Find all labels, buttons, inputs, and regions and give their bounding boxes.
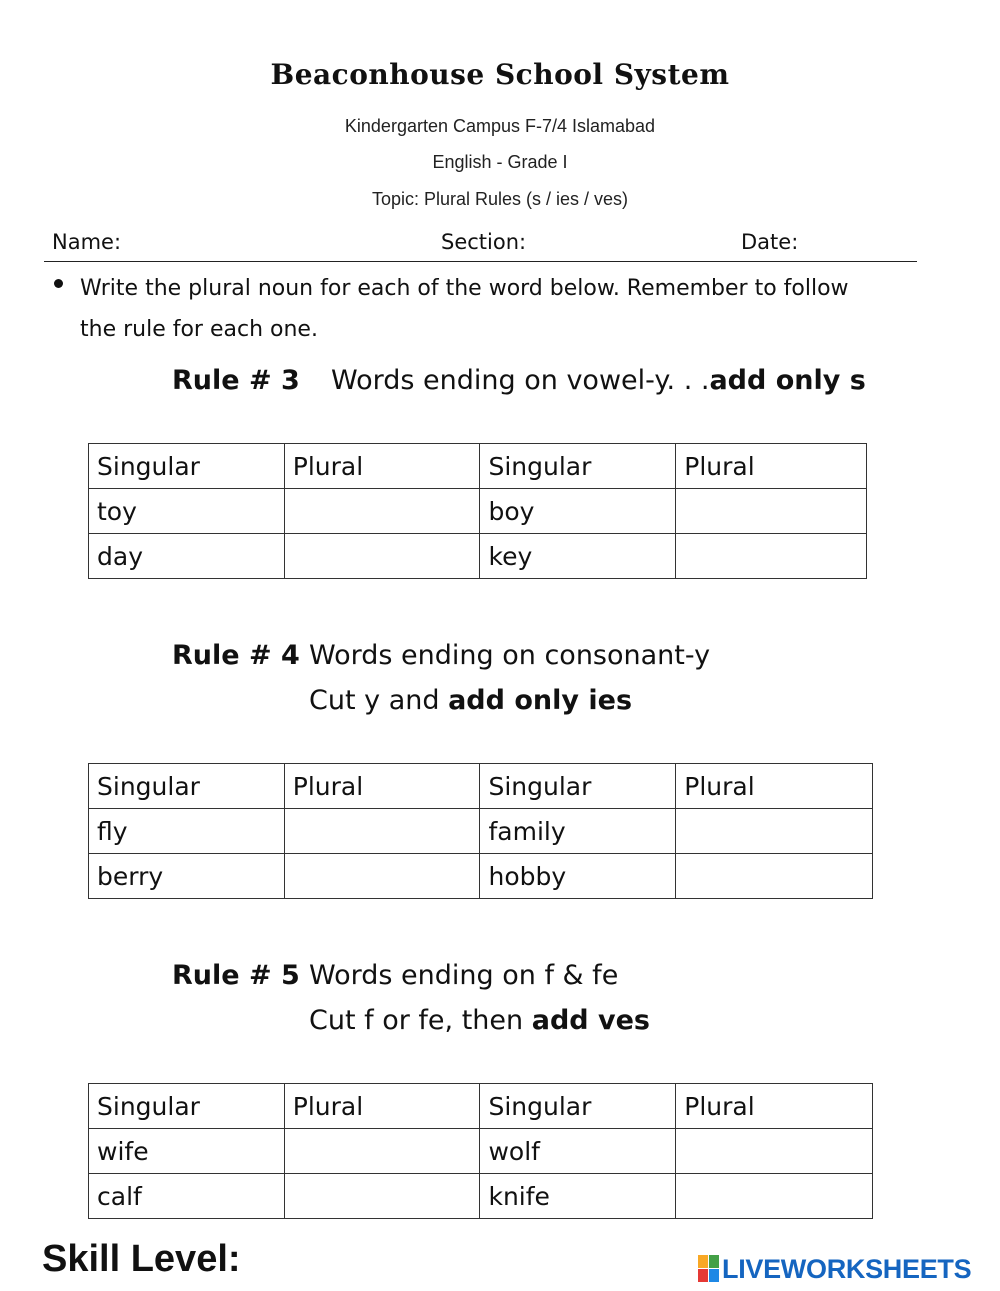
rule-3-number: Rule # 3 xyxy=(172,365,300,396)
singular-word: toy xyxy=(89,489,285,534)
header-divider xyxy=(44,261,917,262)
plural-answer-cell[interactable] xyxy=(284,809,480,854)
column-header: Singular xyxy=(89,764,285,809)
column-header: Plural xyxy=(676,1084,873,1129)
column-header: Singular xyxy=(480,444,676,489)
singular-word: calf xyxy=(89,1174,285,1219)
section-field-label: Section: xyxy=(441,230,527,254)
singular-word: berry xyxy=(89,854,285,899)
table-row xyxy=(89,854,873,899)
singular-word: key xyxy=(480,534,676,579)
singular-word: hobby xyxy=(480,854,676,899)
singular-word: knife xyxy=(480,1174,676,1219)
date-field-label: Date: xyxy=(741,230,799,254)
column-header: Singular xyxy=(89,444,285,489)
instruction-line-1: Write the plural noun for each of the word below. Remember to follow xyxy=(80,276,849,301)
rule-3-text: Words ending on vowel-y. . . xyxy=(330,365,710,396)
column-header: Plural xyxy=(676,764,873,809)
rule-4-number-text: Rule # 4 xyxy=(172,640,300,671)
column-header: Plural xyxy=(284,1084,480,1129)
singular-word: wife xyxy=(89,1129,285,1174)
rule-4-line-1: Words ending on consonant-y xyxy=(309,640,711,671)
column-header: Singular xyxy=(480,764,676,809)
column-header: Singular xyxy=(89,1084,285,1129)
singular-word: fly xyxy=(89,809,285,854)
instruction-line-2: the rule for each one. xyxy=(80,317,318,342)
plural-answer-cell[interactable] xyxy=(676,1174,873,1219)
rule-5-emphasis: add ves xyxy=(531,1005,650,1036)
column-header: Plural xyxy=(284,764,480,809)
column-header: Plural xyxy=(676,444,867,489)
rule-3-table xyxy=(88,443,867,579)
table-header-row xyxy=(89,764,873,809)
table-row xyxy=(89,489,867,534)
campus-subtitle: Kindergarten Campus F-7/4 Islamabad xyxy=(344,116,656,136)
rule-4-line-2 xyxy=(309,685,632,716)
plural-answer-cell[interactable] xyxy=(284,489,480,534)
singular-word: boy xyxy=(480,489,676,534)
plural-answer-cell[interactable] xyxy=(676,854,873,899)
rule-5-line-2 xyxy=(309,1005,650,1036)
rule-4-emphasis: add only ies xyxy=(448,685,633,716)
table-row xyxy=(89,809,873,854)
plural-answer-cell[interactable] xyxy=(676,1129,873,1174)
plural-answer-cell[interactable] xyxy=(284,1174,480,1219)
rule-5-line-1: Words ending on f & fe xyxy=(309,960,619,991)
table-row xyxy=(89,534,867,579)
plural-answer-cell[interactable] xyxy=(676,809,873,854)
column-header: Plural xyxy=(284,444,480,489)
course-subtitle: English - Grade I xyxy=(432,152,568,172)
rule-5-number-text: Rule # 5 xyxy=(172,960,300,991)
singular-word: wolf xyxy=(480,1129,676,1174)
singular-word: day xyxy=(89,534,285,579)
table-row xyxy=(89,1174,873,1219)
topic-subtitle: Topic: Plural Rules (s / ies / ves) xyxy=(371,189,629,209)
skill-level-label: Skill Level: xyxy=(42,1238,241,1280)
rule-5-line-2-text: Cut f or fe, then xyxy=(309,1005,532,1036)
table-header-row xyxy=(89,1084,873,1129)
plural-answer-cell[interactable] xyxy=(676,489,867,534)
rule-4-table xyxy=(88,763,873,899)
rule-4-number xyxy=(172,640,300,671)
name-field-label: Name: xyxy=(52,230,122,254)
singular-word: family xyxy=(480,809,676,854)
plural-answer-cell[interactable] xyxy=(284,854,480,899)
school-title: Beaconhouse School System xyxy=(270,58,730,91)
rule-5-number xyxy=(172,960,300,991)
rule-3-emphasis: add only s xyxy=(709,365,866,396)
instruction-text xyxy=(80,268,920,350)
table-header-row xyxy=(89,444,867,489)
plural-answer-cell[interactable] xyxy=(284,534,480,579)
table-row xyxy=(89,1129,873,1174)
rule-5-table xyxy=(88,1083,873,1219)
liveworksheets-brand: LIVEWORKSHEETS xyxy=(722,1253,972,1284)
bullet-icon xyxy=(54,279,63,288)
column-header: Singular xyxy=(480,1084,676,1129)
rule-3-heading xyxy=(172,365,866,396)
liveworksheets-logo xyxy=(698,1253,971,1285)
liveworksheets-icon xyxy=(698,1255,720,1283)
plural-answer-cell[interactable] xyxy=(676,534,867,579)
rule-4-line-2-text: Cut y and xyxy=(309,685,449,716)
plural-answer-cell[interactable] xyxy=(284,1129,480,1174)
